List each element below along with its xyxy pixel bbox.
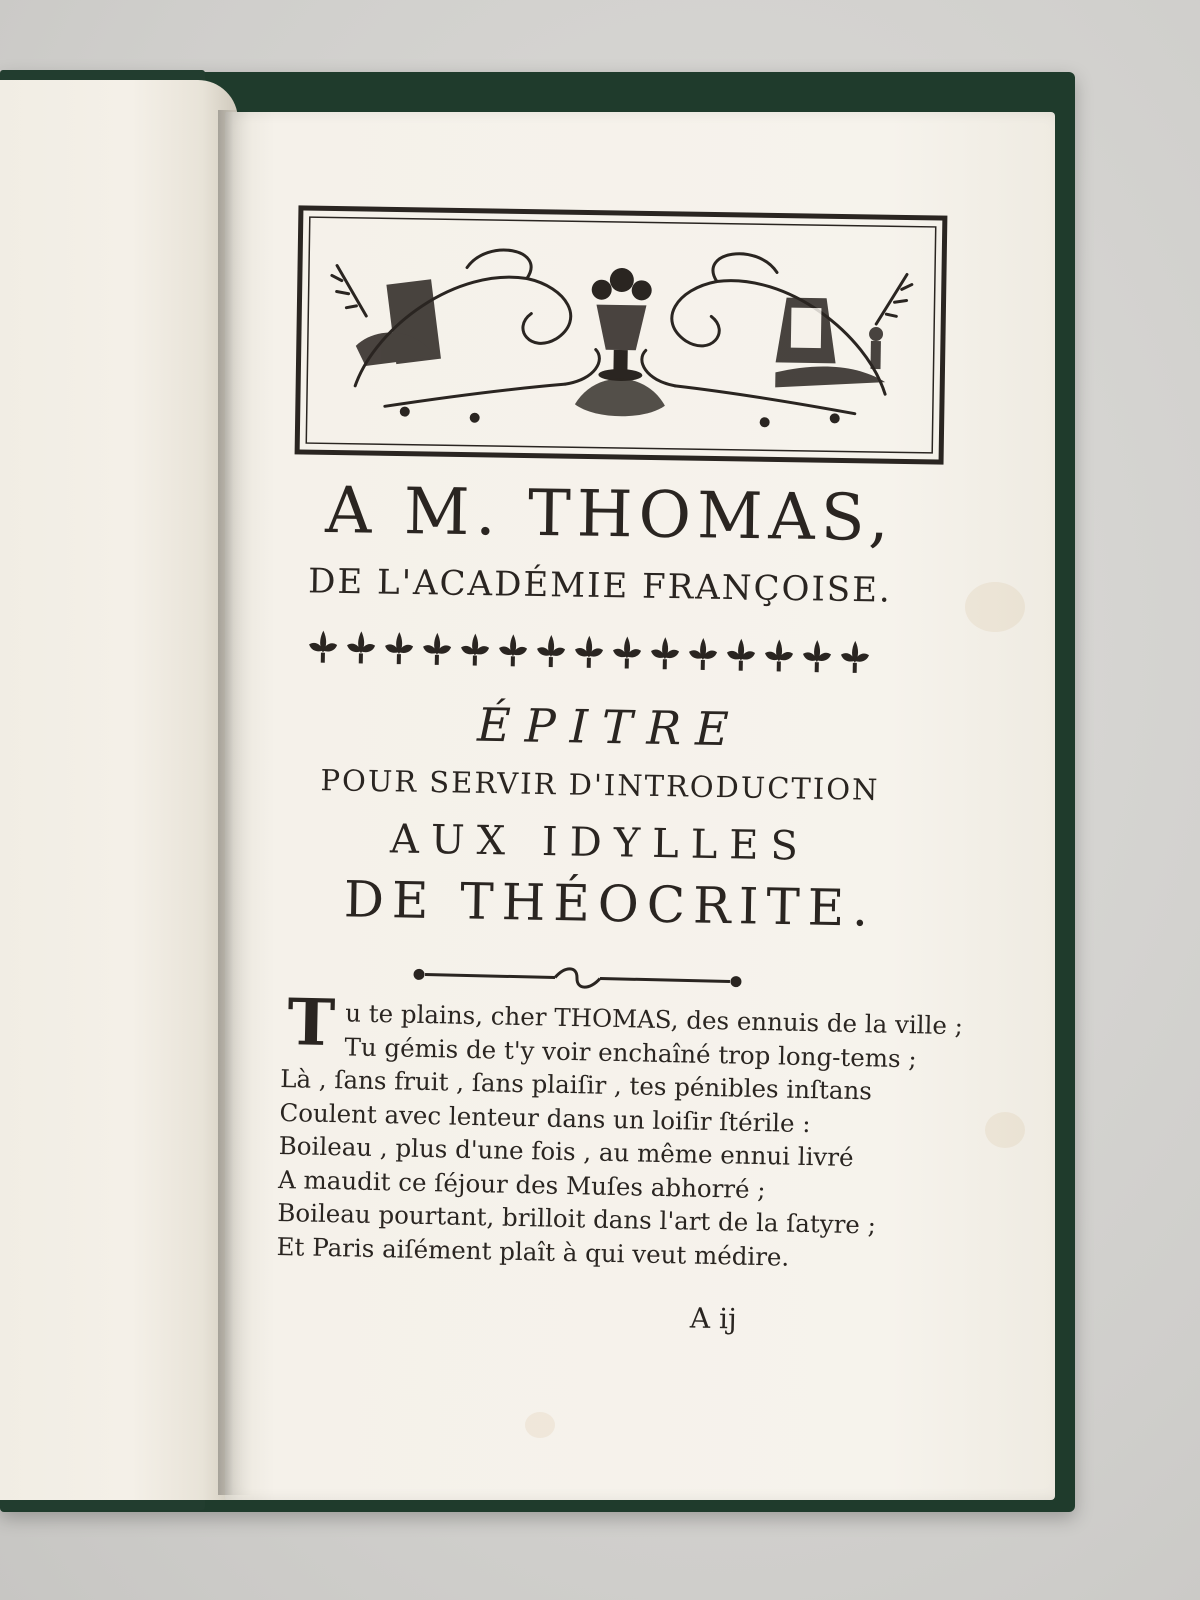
poem-line: Là , ſans fruit , ſans plaiſir , tes pénibles inſtans	[279, 1063, 873, 1106]
subtitle-line-3: DE THÉOCRITE.	[343, 870, 877, 938]
title-line-2: DE L'ACADÉMIE FRANÇOISE.	[307, 561, 893, 611]
page-gutter-shadow	[218, 110, 252, 1495]
poem-text	[276, 985, 964, 1276]
left-facing-page	[0, 80, 238, 1500]
poem-line: Coulent avec lenteur dans un loiſir ſtérile :	[279, 1097, 811, 1138]
poem-line: Boileau , plus d'une fois , au même ennui livré	[278, 1130, 854, 1173]
woodcut-ornament-icon	[294, 205, 948, 465]
poem-line: Boileau pourtant, brilloit dans l'art de la ſatyre ;	[277, 1197, 877, 1240]
foxing-spot	[525, 1412, 555, 1438]
title-line-1: A M. THOMAS,	[324, 474, 896, 556]
scroll-rule-icon	[405, 954, 751, 1002]
subtitle-line-1: POUR SERVIR D'INTRODUCTION	[320, 763, 880, 807]
signature-mark: A ij	[689, 1301, 738, 1336]
poem-line: Tu gémis de t'y voir enchaîné trop long-tems ;	[344, 1031, 917, 1073]
poem-line: u te plains, cher THOMAS, des ennuis de la ville ;	[344, 998, 964, 1041]
foxing-spot	[965, 582, 1025, 632]
poem-line: Et Paris aiſément plaît à qui veut médire.	[276, 1231, 790, 1272]
poem-line: A maudit ce ſéjour des Muſes abhorré ;	[277, 1164, 766, 1204]
heading-epitre: ÉPITRE	[476, 697, 744, 757]
drop-cap: T	[286, 985, 336, 1062]
subtitle-line-2: AUX IDYLLES	[389, 816, 811, 870]
foxing-spot	[985, 1112, 1025, 1148]
